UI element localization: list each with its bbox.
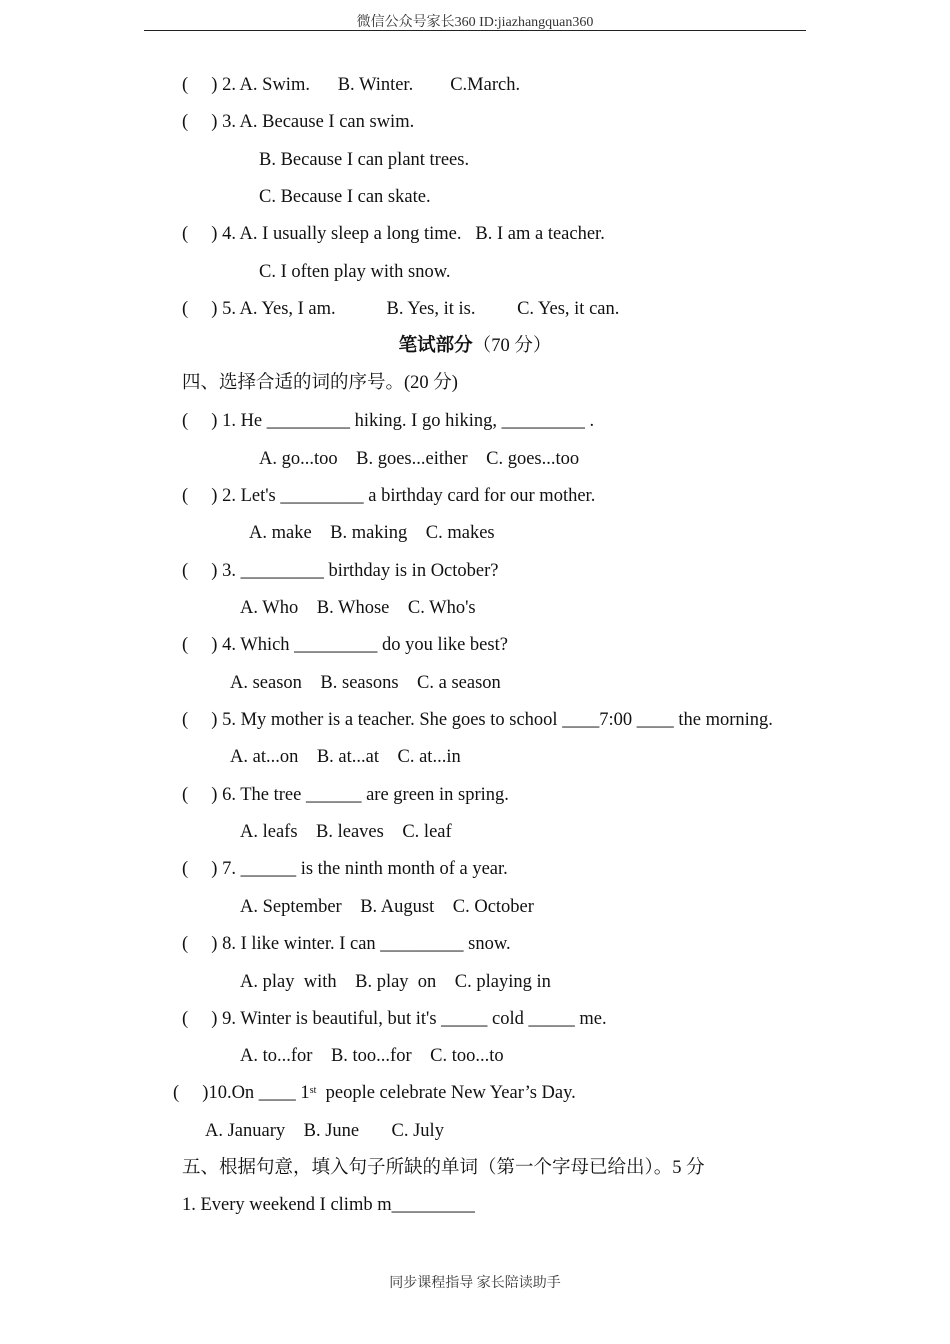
section4-q9: ( ) 9. Winter is beautiful, but it's _____ cold _____ me. [182,1009,607,1029]
page-header: 微信公众号家长360 ID:jiazhangquan360 [356,15,594,30]
section4-title: 四、选择合适的词的序号。(20 分) [182,373,458,393]
section4-q2-options: A. make B. making C. makes [249,523,495,543]
section4-q7-options: A. September B. August C. October [240,897,534,917]
listening-q3-option-b: B. Because I can plant trees. [259,150,470,170]
written-part-heading [0,335,950,357]
header-divider [144,30,806,31]
section4-q3: ( ) 3. _________ birthday is in October? [182,561,499,581]
section4-q10-sup: st [309,1085,317,1096]
page-footer: 同步课程指导 家长陪读助手 [389,1276,561,1291]
section4-q2: ( ) 2. Let's _________ a birthday card for our mother. [182,486,596,506]
listening-q4-option-c: C. I often play with snow. [259,262,451,282]
listening-q3-option-c: C. Because I can skate. [259,187,431,207]
section4-q9-options: A. to...for B. too...for C. too...to [240,1046,504,1066]
section4-q4-options: A. season B. seasons C. a season [230,673,501,693]
section4-q10-post: people celebrate New Year’s Day. [316,1083,576,1103]
section4-q6: ( ) 6. The tree ______ are green in spring. [182,785,509,805]
section4-q7: ( ) 7. ______ is the ninth month of a year. [182,859,508,879]
section4-q10-options: A. January B. June C. July [205,1121,444,1141]
section4-q1-options: A. go...too B. goes...either C. goes...too [259,449,580,469]
listening-q2: ( ) 2. A. Swim. B. Winter. C.March. [182,75,521,95]
section4-q10 [173,1082,576,1104]
section4-q3-options: A. Who B. Whose C. Who's [240,598,476,618]
section5-q1: 1. Every weekend I climb m_________ [182,1195,475,1215]
section4-q8-options: A. play with B. play on C. playing in [240,972,551,992]
section4-q5-options: A. at...on B. at...at C. at...in [230,747,461,767]
section4-q4: ( ) 4. Which _________ do you like best? [182,635,508,655]
written-part-title: 笔试部分 [398,336,473,356]
listening-q5: ( ) 5. A. Yes, I am. B. Yes, it is. C. Yes, it can. [182,299,620,319]
listening-q3: ( ) 3. A. Because I can swim. [182,112,415,132]
written-part-score: （70 分） [472,336,552,356]
listening-q4: ( ) 4. A. I usually sleep a long time. B. I am a teacher. [182,224,605,244]
section4-q5: ( ) 5. My mother is a teacher. She goes to school ____7:00 ____ the morning. [182,710,773,730]
section4-q1: ( ) 1. He _________ hiking. I go hiking, _________ . [182,411,595,431]
section5-title: 五、根据句意，填入句子所缺的单词（第一个字母已给出）。5 分 [182,1158,705,1178]
section4-q6-options: A. leafs B. leaves C. leaf [240,822,452,842]
section4-q8: ( ) 8. I like winter. I can _________ snow. [182,934,511,954]
section4-q10-pre: ( )10.On ____ 1 [173,1083,310,1103]
